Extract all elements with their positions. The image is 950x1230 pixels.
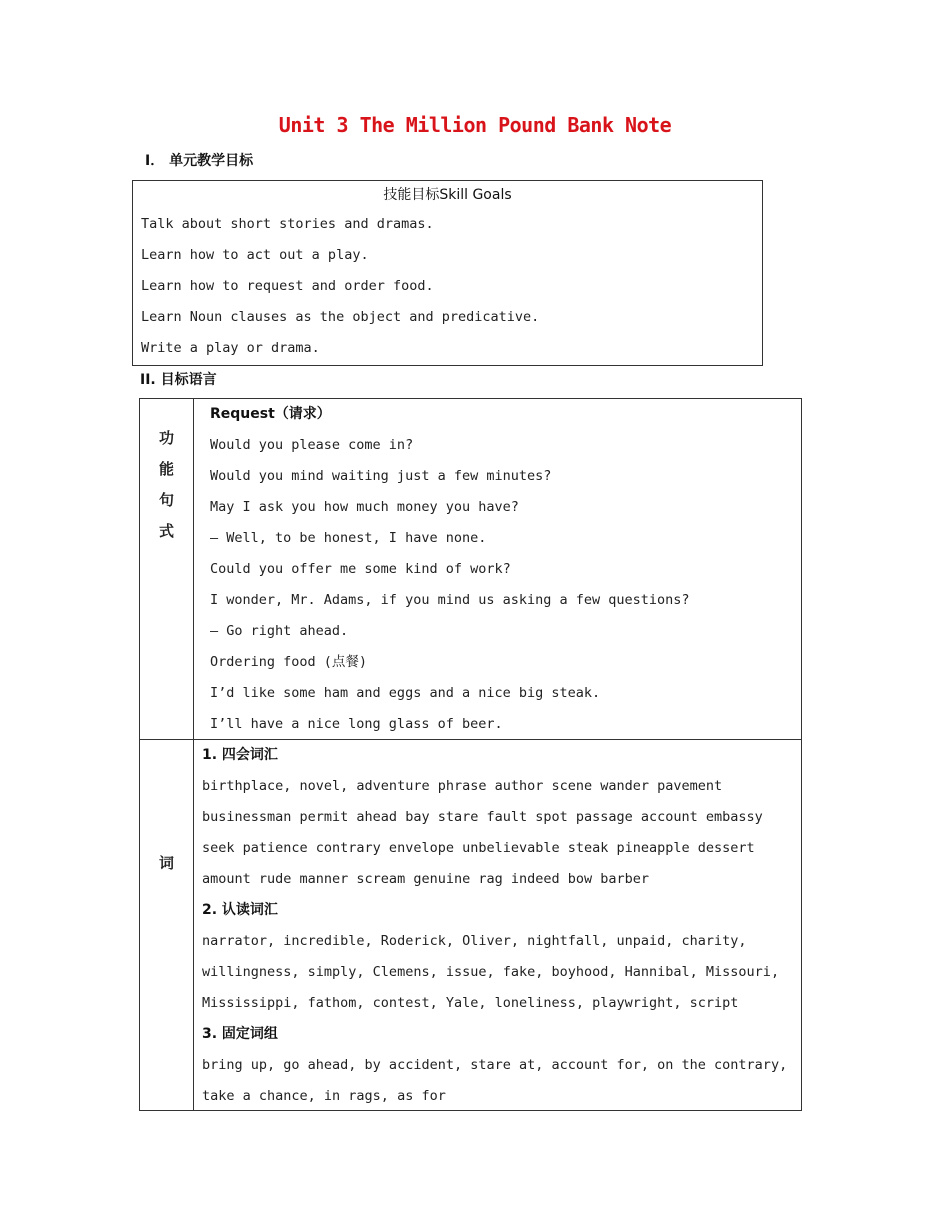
vocab-line: birthplace, novel, adventure phrase author scene wander pavement: [202, 778, 723, 794]
vocab-line: businessman permit ahead bay stare fault spot passage account embassy: [202, 809, 763, 825]
vocab-line: take a chance, in rags, as for: [202, 1088, 446, 1104]
goal-item: Learn Noun clauses as the object and predicative.: [141, 309, 540, 325]
vocab-line: Mississippi, fathom, contest, Yale, loneliness, playwright, script: [202, 995, 739, 1011]
functional-label-char: 句: [158, 491, 174, 509]
section1-heading: I． 单元教学目标: [145, 153, 254, 169]
vocab-line: willingness, simply, Clemens, issue, fake, boyhood, Hannibal, Missouri,: [202, 964, 780, 980]
sentence-line: I’ll have a nice long glass of beer.: [210, 716, 503, 732]
skill-goals-table: [132, 180, 763, 366]
vocab-line: bring up, go ahead, by accident, stare at, account for, on the contrary,: [202, 1057, 788, 1073]
goal-item: Write a play or drama.: [141, 340, 320, 356]
ordering-food-header: Ordering food (点餐): [210, 654, 368, 670]
vocabulary-row: [140, 740, 801, 1110]
vocab-line: narrator, incredible, Roderick, Oliver, nightfall, unpaid, charity,: [202, 933, 747, 949]
vocab-content-cell: [202, 740, 801, 1112]
functional-content-cell: [210, 399, 801, 740]
vocab-label-cell: [140, 740, 194, 1110]
unit-title: Unit 3 The Million Pound Bank Note: [278, 113, 672, 137]
sentence-line: I’d like some ham and eggs and a nice big steak.: [210, 685, 601, 701]
goal-item: Learn how to request and order food.: [141, 278, 434, 294]
vocab-label-char: 词: [158, 854, 174, 872]
sentence-line: Would you please come in?: [210, 437, 414, 453]
sentence-line: May I ask you how much money you have?: [210, 499, 519, 515]
functional-label-char: 能: [158, 460, 174, 478]
target-language-table: [139, 398, 802, 1111]
functional-label-cell: [140, 399, 194, 739]
vocab-line: seek patience contrary envelope unbelievable steak pineapple dessert: [202, 840, 755, 856]
sentence-line: Could you offer me some kind of work?: [210, 561, 511, 577]
vocab-line: amount rude manner scream genuine rag indeed bow barber: [202, 871, 650, 887]
functional-label-char: 式: [158, 522, 174, 540]
sentence-line: — Well, to be honest, I have none.: [210, 530, 487, 546]
vocab-sub2-title: 2. 认读词汇: [202, 902, 278, 918]
sentence-line: — Go right ahead.: [210, 623, 349, 639]
vocab-sub3-title: 3. 固定词组: [202, 1026, 278, 1042]
vocab-sub1-title: 1. 四会词汇: [202, 747, 278, 763]
goal-item: Talk about short stories and dramas.: [141, 216, 434, 232]
request-header: Request（请求）: [210, 406, 331, 422]
sentence-line: I wonder, Mr. Adams, if you mind us asking a few questions?: [210, 592, 690, 608]
sentence-line: Would you mind waiting just a few minutes?: [210, 468, 552, 484]
functional-label-char: 功: [158, 429, 174, 447]
functional-sentences-row: [140, 399, 801, 740]
section2-heading: II. 目标语言: [140, 372, 217, 388]
skill-goals-header: 技能目标Skill Goals: [383, 187, 512, 203]
goal-item: Learn how to act out a play.: [141, 247, 369, 263]
